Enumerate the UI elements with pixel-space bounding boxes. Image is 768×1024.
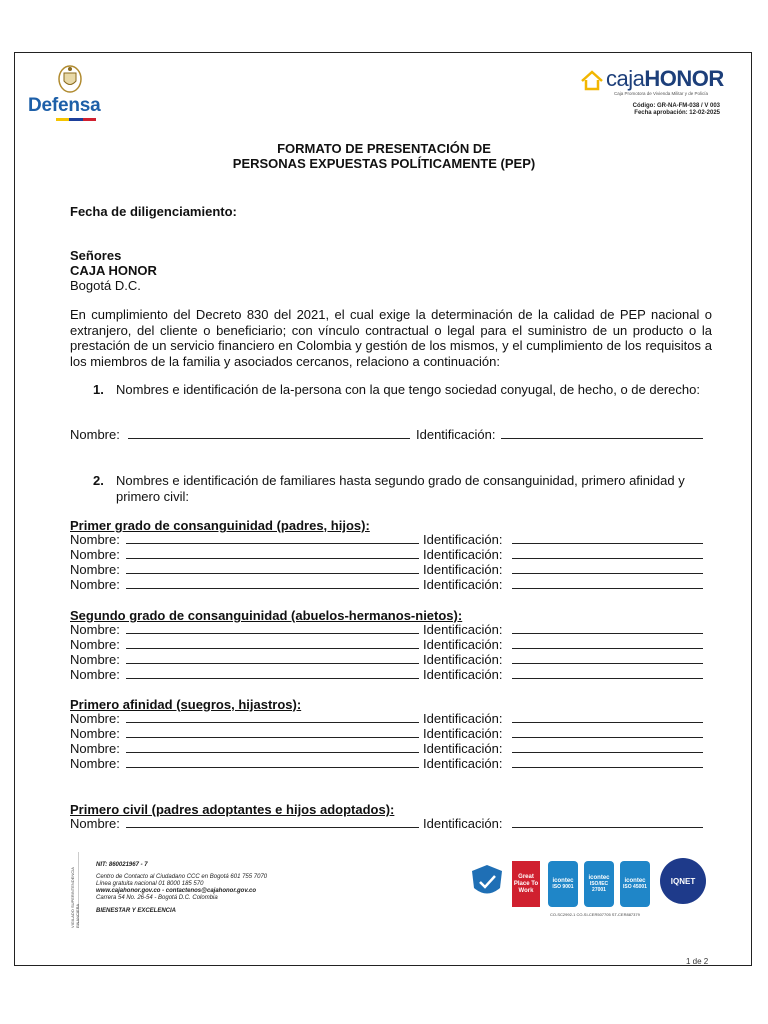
vigilado-text: VIGILADO SUPERINTENDENCIA FINANCIERA <box>70 867 80 928</box>
recipient-entity: CAJA HONOR <box>70 263 157 278</box>
name-label: Nombre: <box>70 652 120 667</box>
id-label: Identificación: <box>423 532 503 547</box>
name-field[interactable] <box>126 558 419 559</box>
id-field[interactable] <box>512 678 703 679</box>
first-degree-row <box>70 547 710 562</box>
name-label: Nombre: <box>70 547 120 562</box>
spouse-row <box>70 427 710 442</box>
date-label: Fecha de diligenciamiento: <box>70 204 237 219</box>
id-label: Identificación: <box>423 711 503 726</box>
id-field[interactable] <box>512 722 703 723</box>
name-label: Nombre: <box>70 577 120 592</box>
id-label: Identificación: <box>423 577 503 592</box>
icontec-label: icontec <box>552 878 574 884</box>
id-field[interactable] <box>512 737 703 738</box>
brand-prefix: caja <box>606 66 645 91</box>
colombia-flag-stripe <box>56 118 96 121</box>
icontec-badge-iso9001 <box>548 861 578 907</box>
item-2-number: 2. <box>93 473 104 488</box>
id-label: Identificación: <box>423 637 503 652</box>
civil-row <box>70 816 710 831</box>
name-field[interactable] <box>126 663 419 664</box>
second-degree-row <box>70 622 710 637</box>
iso-label: ISO 9001 <box>552 884 574 890</box>
id-field[interactable] <box>512 767 703 768</box>
document-title-line2: PERSONAS EXPUESTAS POLÍTICAMENTE (PEP) <box>232 156 536 171</box>
document-code <box>633 103 720 117</box>
affinity-row <box>70 756 710 771</box>
id-field[interactable] <box>512 633 703 634</box>
id-field[interactable] <box>512 558 703 559</box>
section-first-degree-title: Primer grado de consanguinidad (padres, hijos): <box>70 518 370 533</box>
id-label: Identificación: <box>423 726 503 741</box>
id-field[interactable] <box>512 827 703 828</box>
id-label: Identificación: <box>423 622 503 637</box>
brand-subtitle: Caja Promotora de Vivienda Militar y de Policía <box>614 91 708 96</box>
cajahonor-logo <box>580 66 730 100</box>
name-label: Nombre: <box>70 622 120 637</box>
footer-web: www.cajahonor.gov.co - contactenos@cajahonor.gov.co <box>96 888 256 894</box>
name-label: Nombre: <box>70 726 120 741</box>
footer-contact-center: Centro de Contacto al Ciudadano CCC en Bogotá 601 755 7070 <box>96 874 268 880</box>
id-label: Identificación: <box>423 652 503 667</box>
id-label: Identificación: <box>423 756 503 771</box>
name-field[interactable] <box>126 752 419 753</box>
brand-wordmark <box>606 66 724 92</box>
code-line: Código: GR-NA-FM-038 / V 003 <box>632 103 720 109</box>
iso-label: ISO 45001 <box>623 884 647 890</box>
shield-badge-icon <box>470 864 504 900</box>
document-title-line1: FORMATO DE PRESENTACIÓN DE <box>277 141 491 156</box>
second-degree-row <box>70 667 710 682</box>
name-label: Nombre: <box>70 637 120 652</box>
spouse-name-label: Nombre: <box>70 427 120 442</box>
gptw-badge: Great Place To Work <box>512 861 540 907</box>
name-field[interactable] <box>126 678 419 679</box>
second-degree-row <box>70 637 710 652</box>
item-1-text: Nombres e identificación de la-persona con la que tengo sociedad conyugal, de hecho, o de derecho: <box>116 382 700 397</box>
iso-label: ISO/IEC 27001 <box>589 881 609 893</box>
name-label: Nombre: <box>70 756 120 771</box>
affinity-row <box>70 726 710 741</box>
defensa-logo-text: Defensa <box>28 95 101 116</box>
id-field[interactable] <box>512 663 703 664</box>
affinity-row <box>70 741 710 756</box>
item-2-text: Nombres e identificación de familiares hasta segundo grado de consanguinidad, primero afinidad y primero civil: <box>116 473 685 504</box>
id-label: Identificación: <box>423 547 503 562</box>
id-label: Identificación: <box>423 741 503 756</box>
name-label: Nombre: <box>70 816 120 831</box>
coat-of-arms-icon <box>55 64 85 94</box>
brand-name: HONOR <box>644 66 724 91</box>
name-field[interactable] <box>126 722 419 723</box>
section-second-degree-title: Segundo grado de consanguinidad (abuelos-hermanos-nietos): <box>70 608 463 623</box>
name-field[interactable] <box>126 588 419 589</box>
spouse-id-label: Identificación: <box>416 427 496 442</box>
name-label: Nombre: <box>70 741 120 756</box>
icontec-badge-iso45001 <box>620 861 650 907</box>
footer-address: Carrera 54 No. 26-54 - Bogotá D.C. Colombia <box>96 895 218 901</box>
affinity-row <box>70 711 710 726</box>
name-label: Nombre: <box>70 562 120 577</box>
intro-paragraph: En cumplimiento del Decreto 830 del 2021, el cual exige la determinación de la calidad de PEP nacional o extranjero, del cliente o beneficiario; con vínculo contractual o legal para el suministro de un producto o la prestación de un servicio financiero en Colombia y gestión de los mismos, y el cumplimiento de los requisitos a los miembros de la familia y asociados cercanos, relaciono a continuación: <box>70 307 712 369</box>
footer-toll-free: Línea gratuita nacional 01 8000 185 570 <box>96 881 204 887</box>
footer-nit: NIT: 860021967 - 7 <box>96 862 148 868</box>
approval-date: Fecha aprobación: 12-02-2025 <box>634 110 720 116</box>
name-field[interactable] <box>126 573 419 574</box>
name-field[interactable] <box>126 737 419 738</box>
name-field[interactable] <box>126 827 419 828</box>
second-degree-row <box>70 652 710 667</box>
salutation: Señores <box>70 248 122 263</box>
first-degree-row <box>70 577 710 592</box>
id-field[interactable] <box>512 752 703 753</box>
footer-slogan: BIENESTAR Y EXCELENCIA <box>96 908 177 914</box>
id-field[interactable] <box>512 648 703 649</box>
name-label: Nombre: <box>70 532 120 547</box>
spouse-name-field[interactable] <box>128 427 410 439</box>
name-field[interactable] <box>126 633 419 634</box>
id-field[interactable] <box>512 543 703 544</box>
name-field[interactable] <box>126 543 419 544</box>
first-degree-row <box>70 532 710 547</box>
id-label: Identificación: <box>423 562 503 577</box>
first-degree-row <box>70 562 710 577</box>
name-field[interactable] <box>126 767 419 768</box>
iqnet-badge: IQNET <box>660 858 706 904</box>
icontec-badge-iso27001 <box>584 861 614 907</box>
house-icon <box>580 70 604 92</box>
spouse-id-field[interactable] <box>501 427 703 439</box>
recipient-city: Bogotá D.C. <box>70 278 141 293</box>
icontec-label: icontec <box>624 878 646 884</box>
defensa-logo <box>28 64 108 124</box>
id-label: Identificación: <box>423 816 503 831</box>
page-number: 1 de 2 <box>686 957 709 966</box>
id-field[interactable] <box>512 573 703 574</box>
item-1-number: 1. <box>93 382 104 397</box>
id-label: Identificación: <box>423 667 503 682</box>
footer-contact-block <box>70 852 295 928</box>
section-civil-title: Primero civil (padres adoptantes e hijos adoptados): <box>70 802 395 817</box>
certification-codes: CO-SC2992-1 CO-SI-CER507705 ST-CER887379 <box>550 912 640 917</box>
section-affinity-title: Primero afinidad (suegros, hijastros): <box>70 697 302 712</box>
icontec-label: icontec <box>588 875 610 881</box>
name-label: Nombre: <box>70 667 120 682</box>
name-field[interactable] <box>126 648 419 649</box>
name-label: Nombre: <box>70 711 120 726</box>
vigilado-stamp <box>70 852 79 928</box>
id-field[interactable] <box>512 588 703 589</box>
certification-badges <box>470 858 710 928</box>
